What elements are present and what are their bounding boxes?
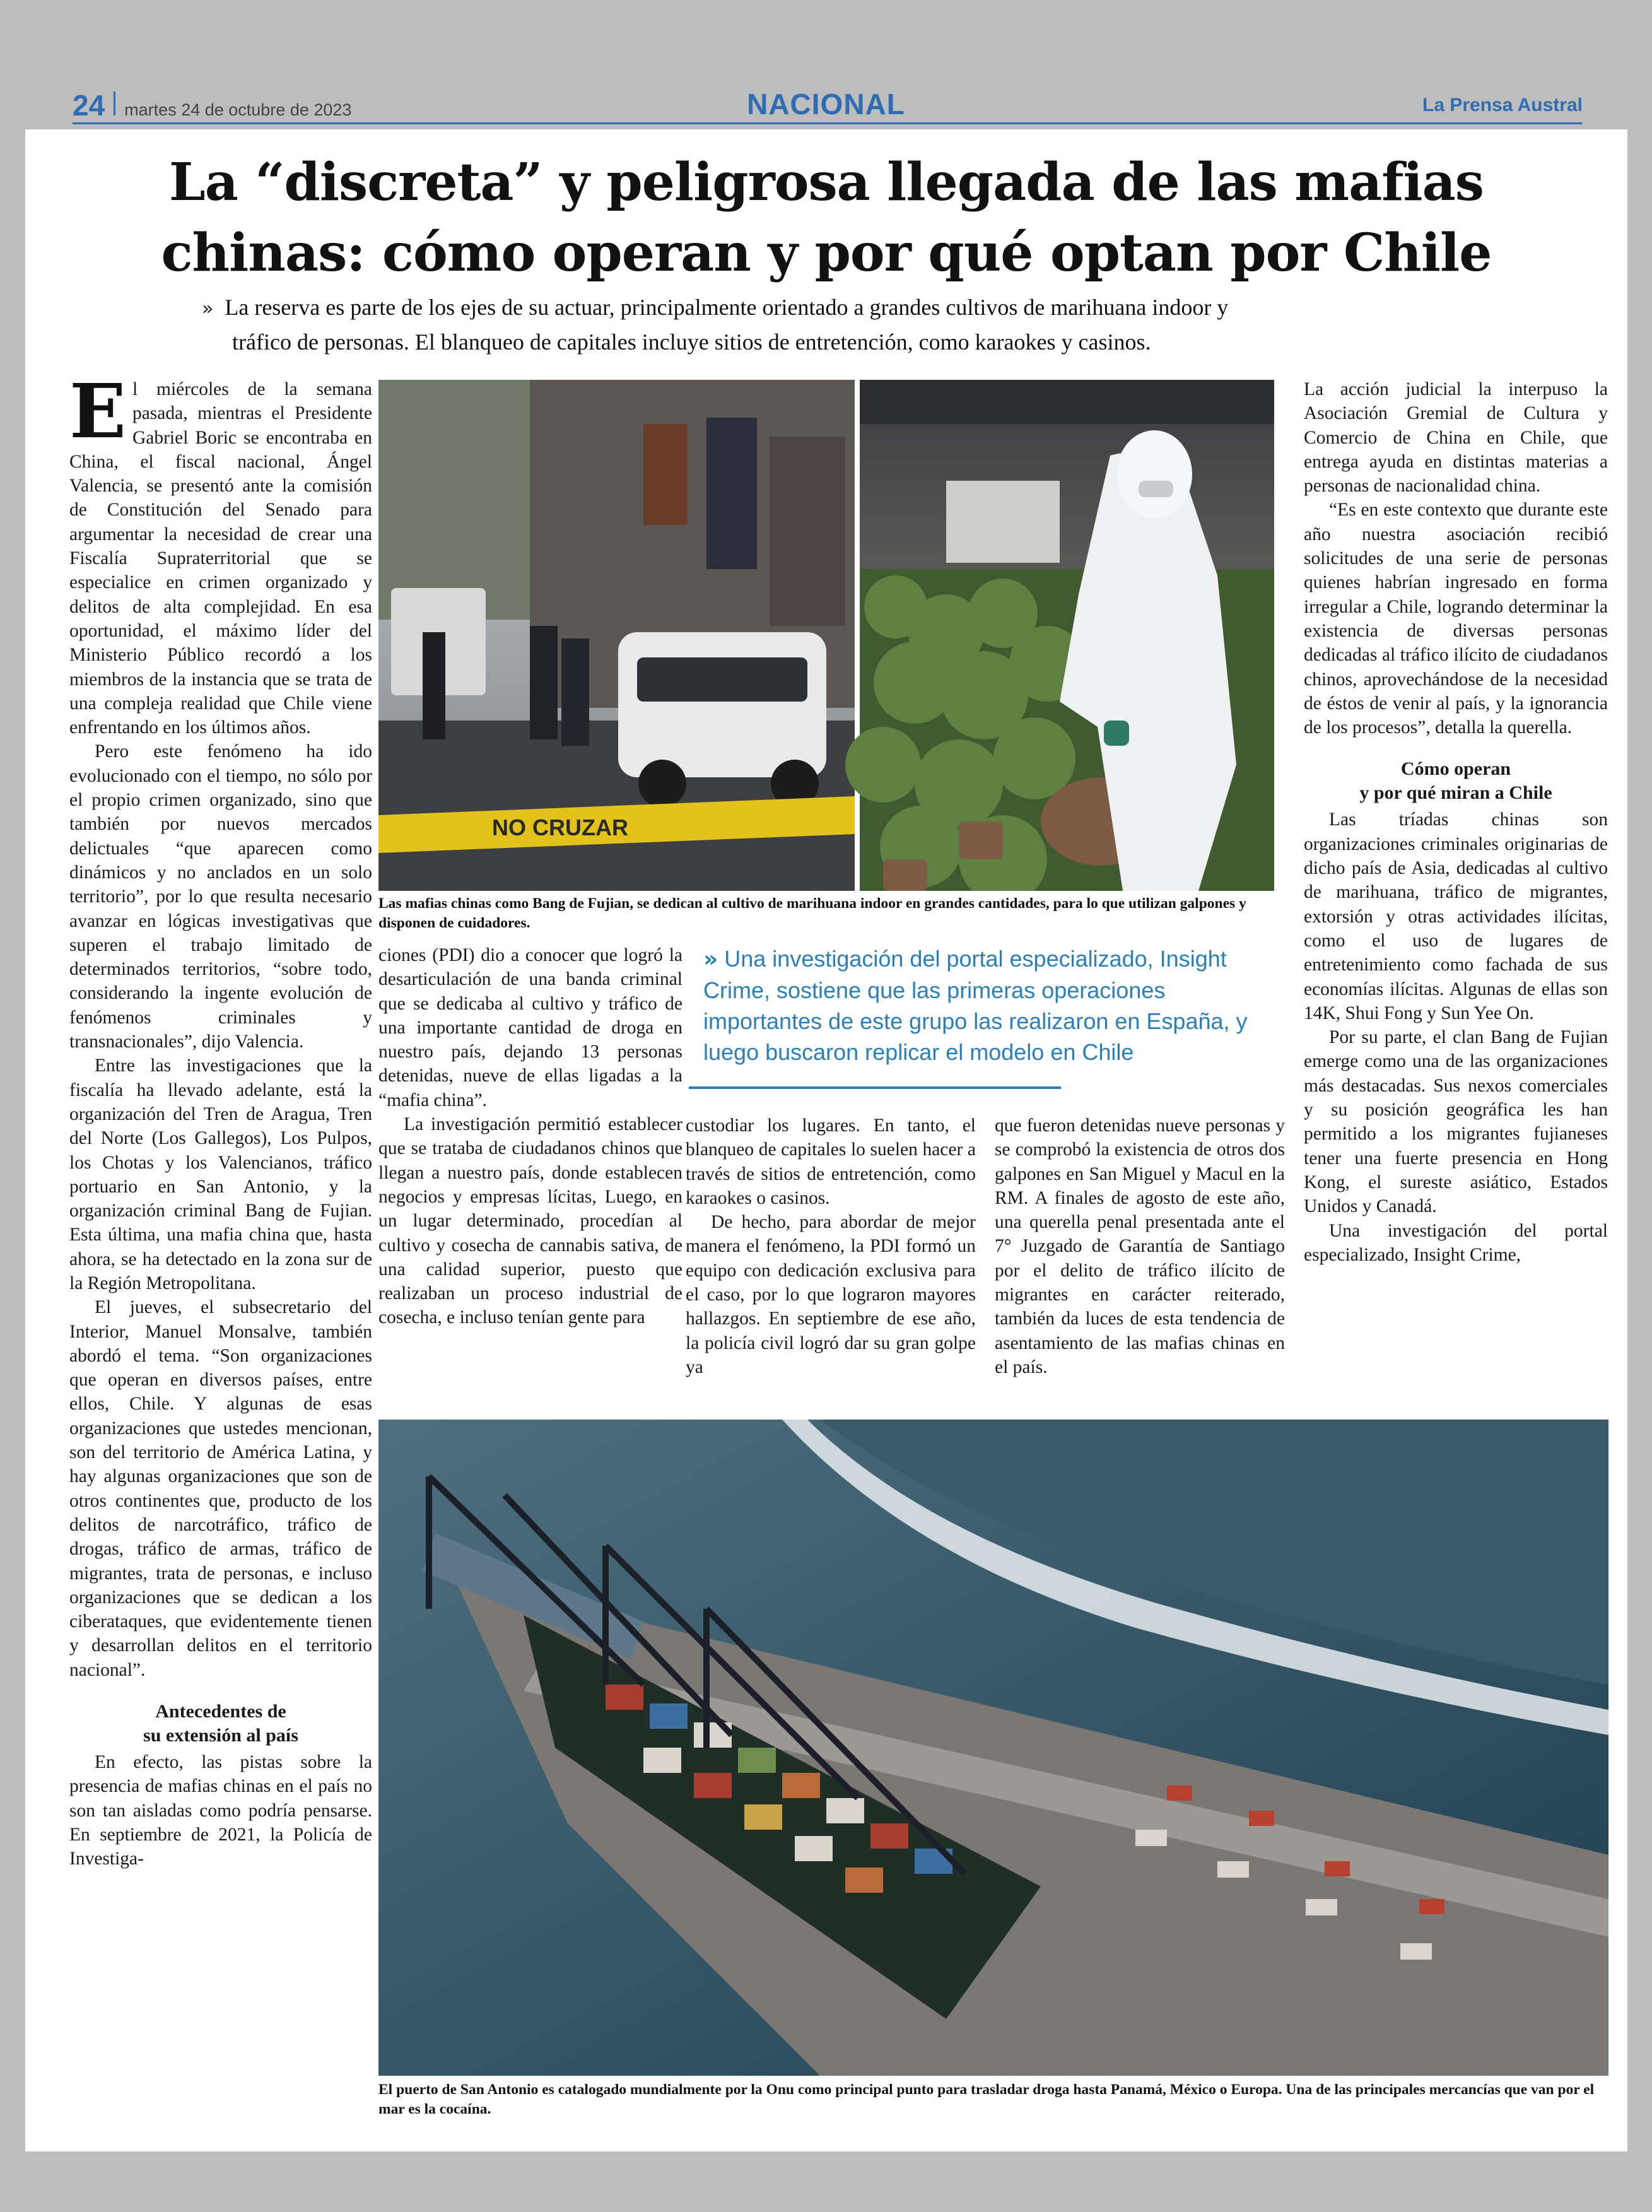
- newspaper-name: La Prensa Austral: [1422, 95, 1583, 115]
- column-1: [69, 367, 372, 1871]
- deck: [202, 291, 1463, 358]
- header-rule: [73, 122, 1582, 124]
- column-2: [378, 943, 682, 1330]
- paragraph: Por su parte, el clan Bang de Fujian emerge como una de las organizaciones más destacadas. Sus nexos comerciales y su posición geográfica les han permitido a los migrantes fujianeses tener una fuerte presencia en Hong Kong, el sureste asiático, Estados Unidos y Canadá.: [1304, 1027, 1608, 1217]
- photo-san-antonio-port: [378, 1420, 1608, 2076]
- photo-illustration: [378, 380, 1274, 891]
- paragraph: Entre las investigaciones que la fiscalía ha llevado adelante, está la organización del Tren de Aragua, Tren del Norte (Los Gallegos), Los Pulpos, los Chotas y los Valencianos, tráfico portuario en San Antonio, y la organización criminal Bang de Fujian. Esta última, una mafia china que, hasta ahora, se ha detectado en la zona sur de la Región Metropolitana.: [69, 1056, 372, 1293]
- masthead-bar: [0, 0, 1652, 129]
- paragraph: De hecho, para abordar de mejor manera el fenómeno, la PDI formó un equipo con dedicación exclusiva para el caso, por lo que lograron mayores hallazgos. En septiembre de ese año, la policía civil logró dar su gran golpe ya: [686, 1212, 976, 1377]
- paragraph: El jueves, el subsecretario del Interior, Manuel Monsalve, también abordó el tema. “Son organizaciones que operan en diversos países, entre ellos, Chile. Y algunas de esas organizaciones que ustedes mencionan, son del territorio de América Latina, y hay algunas organizaciones que son de otros continentes que, producto de los delitos de narcotráfico, tráfico de drogas, tráfico de armas, tráfico de migrantes, trata de personas, e incluso organizaciones que se dedican a los ciberataques, que evidentemente tienen y desarrollan delitos en el territorio nacional”.: [69, 1297, 372, 1680]
- subheading-line: su extensión al país: [143, 1725, 298, 1746]
- paragraph: En efecto, las pistas sobre la presencia de mafias chinas en el país no son tan aisladas como podría pensarse. En septiembre de 2021, la Policía de Investiga-: [69, 1752, 372, 1869]
- double-chevron-icon: »: [202, 298, 214, 320]
- pull-quote-text: Una investigación del portal especializado, Insight Crime, sostiene que las primeras operaciones importantes de este grupo las realizaron en España, y luego buscaron replicar el modelo en Chile: [703, 946, 1248, 1065]
- double-chevron-icon: »: [703, 946, 718, 972]
- pull-quote-rule: [689, 1086, 1061, 1089]
- column-4: [995, 1114, 1285, 1379]
- paragraph-text: l miércoles de la semana pasada, mientras el Presidente Gabriel Boric se encontraba en China, el fiscal nacional, Ángel Valencia, se presentó ante la comisión de Constitución del Senado para argumentar la necesidad de crear una Fiscalía Supraterritorial que se especialice en crimen organizado y delitos de alta complejidad. En esa oportunidad, el máximo líder del Ministerio Público recordó a los miembros de la instancia que se trata de una compleja realidad que Chile viene enfrentando en los últimos años.: [69, 379, 372, 738]
- deck-text-1: La reserva es parte de los ejes de su actuar, principalmente orientado a grandes cultivos de marihuana indoor y: [225, 295, 1229, 320]
- headline-line-2: chinas: cómo operan y por qué optan por Chile: [161, 223, 1492, 283]
- drop-cap: E: [69, 367, 126, 455]
- photo-police-and-cannabis: [378, 380, 1274, 891]
- paragraph: La investigación permitió establecer que se trataba de ciudadanos chinos que llegan a nuestro país, donde establecen negocios y empresas lícitas, Luego, en un lugar determinado, procedían al cultivo y cosecha de cannabis sativa, de una calidad superior, puesto que realizaban un proceso industrial de cosecha, e incluso tenían gente para: [378, 1114, 682, 1328]
- subheading-line: y por qué miran a Chile: [1359, 782, 1552, 804]
- subheading-line: Antecedentes de: [155, 1701, 286, 1722]
- headline: [25, 147, 1627, 288]
- paragraph: ciones (PDI) dio a conocer que logró la desarticulación de una banda criminal que se dedicaba al cultivo y tráfico de una importante cantidad de droga en nuestro país, dejando 13 personas detenidas, nueve de ellas ligadas a la “mafia china”.: [378, 945, 682, 1110]
- paragraph: Pero este fenómeno ha ido evolucionado con el tiempo, no sólo por el propio crimen organizado, sino que también por nuevos mercados delictuales “que aparecen como dinámicos y no anclados en un solo territorio”, por lo que resulta necesario avanzar en lógicas investigativas que superen el trabajo limitado de determinados territorios, “sobre todo, considerando la ingente evolución de fenómenos criminales y transnacionales”, dijo Valencia.: [69, 741, 372, 1052]
- newspaper-page: [25, 129, 1627, 2151]
- subheading: [1304, 757, 1608, 805]
- paragraph: Una investigación del portal especializado, Insight Crime,: [1304, 1220, 1608, 1265]
- photo-illustration: [378, 1420, 1608, 2076]
- subheading-line: Cómo operan: [1400, 758, 1511, 780]
- deck-line-1: [202, 291, 1463, 326]
- subheading: [69, 1700, 372, 1748]
- issue-date: martes 24 de octubre de 2023: [124, 100, 352, 119]
- section-title: NACIONAL: [747, 88, 905, 121]
- photo-caption: Las mafias chinas como Bang de Fujian, se dedican al cultivo de marihuana indoor en grandes cantidades, para lo que utilizan galpones y disponen de cuidadores.: [378, 895, 1246, 931]
- paragraph: “Es en este contexto que durante este año nuestra asociación recibió solicitudes de una serie de personas quienes habrían ingresado en forma irregular a Chile, logrando determinar la existencia de diversas personas dedicadas al tráfico ilícito de ciudadanos chinos, aprovechándose de la necesidad de éstos de venir al país, y la ignorancia de los procesos”, detalla la querella.: [1304, 500, 1608, 738]
- column-3: [686, 1114, 976, 1379]
- column-5: [1304, 377, 1608, 1267]
- tape-text: NO CRUZAR: [492, 815, 628, 840]
- page-number: 24: [73, 89, 105, 122]
- paragraph: custodiar los lugares. En tanto, el blanqueo de capitales lo suelen hacer a través de sitios de entretención, como karaokes o casinos.: [686, 1115, 976, 1208]
- paragraph: Las tríadas chinas son organizaciones criminales originarias de dicho país de Asia, dedicadas al cultivo de marihuana, tráfico de migrantes, extorsión y otras actividades ilícitas, como el uso de lugares de entretenimiento como fachada de sus economías ilícitas. Algunas de ellas son 14K, Shui Fong y Sun Yee On.: [1304, 809, 1608, 1023]
- pull-quote: [703, 943, 1265, 1068]
- headline-line-1: La “discreta” y peligrosa llegada de las mafias: [169, 152, 1484, 213]
- photo-caption: El puerto de San Antonio es catalogado mundialmente por la Onu como principal punto para trasladar droga hasta Panamá, México o Europa. Una de las principales mercancías que van por el mar es la cocaína.: [378, 2081, 1595, 2117]
- paragraph: [69, 367, 372, 739]
- paragraph: que fueron detenidas nueve personas y se comprobó la existencia de otros dos galpones en San Miguel y Macul en la RM. A finales de agosto de este año, una querella penal presentada ante el 7° Juzgado de Garantía de Santiago por el delito de tráfico ilícito de migrantes en carácter reiterado, también da luces de esta tendencia de asentamiento de las mafias chinas en el país.: [995, 1115, 1285, 1377]
- deck-line-2: tráfico de personas. El blanqueo de capitales incluye sitios de entretención, como karaokes y casinos.: [232, 329, 1151, 355]
- paragraph: La acción judicial la interpuso la Asociación Gremial de Cultura y Comercio de China en Chile, que entrega ayuda en distintas materias a personas de nacionalidad china.: [1304, 379, 1608, 497]
